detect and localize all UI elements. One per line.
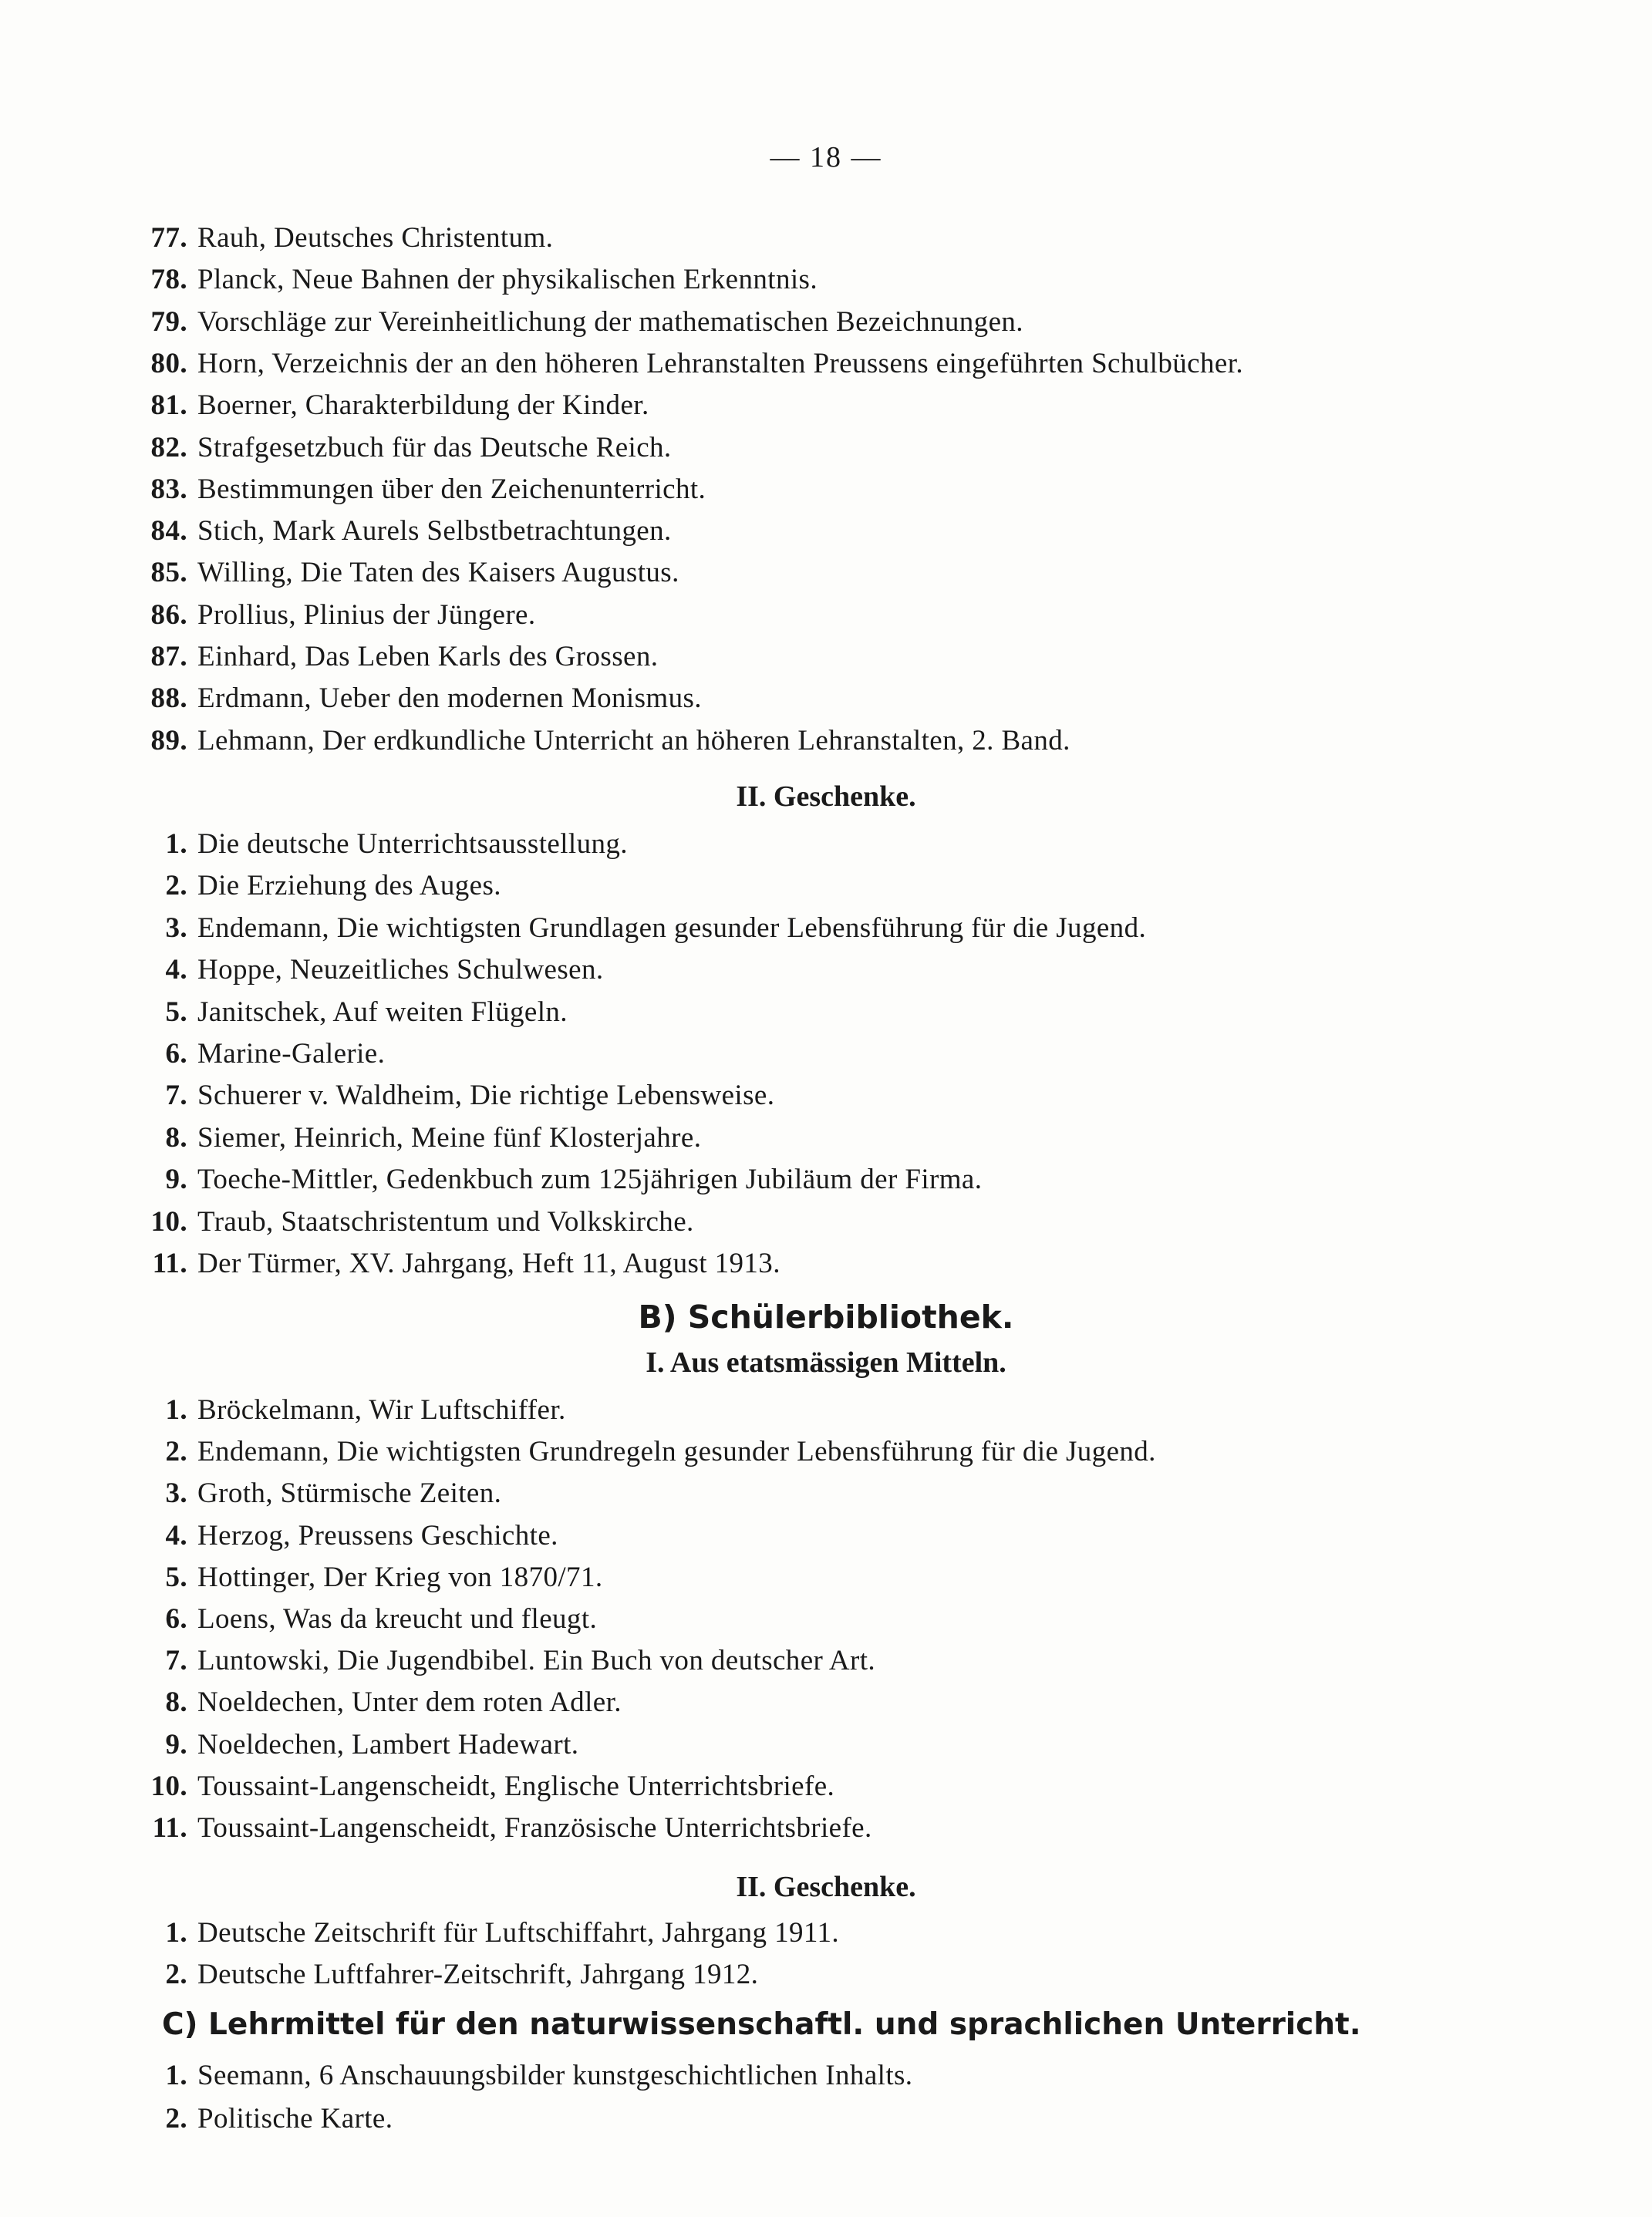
item-number: 6. — [165, 1038, 187, 1070]
item-text: Toussaint-Langenscheidt, Französische Unterrichtsbriefe. — [197, 1812, 872, 1844]
item-text: Hoppe, Neuzeitliches Schulwesen. — [197, 954, 604, 986]
item-number: 7. — [165, 1080, 187, 1112]
section-b-heading: B) Schülerbibliothek. — [638, 1299, 1014, 1336]
item-number: 11. — [152, 1812, 187, 1844]
item-text: Bestimmungen über den Zeichenunterricht. — [197, 473, 706, 505]
item-number: 3. — [165, 911, 187, 944]
item-number: 1. — [165, 1394, 187, 1426]
item-text: Schuerer v. Waldheim, Die richtige Lebensweise. — [197, 1080, 775, 1112]
item-text: Endemann, Die wichtigsten Grundregeln gesunder Lebensführung für die Jugend. — [197, 1436, 1156, 1468]
item-number: 2. — [165, 1959, 187, 1990]
item-number: 85. — [150, 557, 187, 589]
item-text: Die Erziehung des Auges. — [197, 870, 501, 902]
item-number: 2. — [165, 870, 187, 902]
item-text: Die deutsche Unterrichtsausstellung. — [197, 828, 628, 860]
item-number: 7. — [165, 1645, 187, 1677]
item-number: 8. — [165, 1121, 187, 1154]
item-text: Luntowski, Die Jugendbibel. Ein Buch von deutscher Art. — [197, 1645, 876, 1677]
item-number: 9. — [165, 1164, 187, 1196]
item-text: Janitschek, Auf weiten Flügeln. — [197, 996, 568, 1028]
item-number: 10. — [150, 1205, 187, 1238]
item-text: Rauh, Deutsches Christentum. — [197, 222, 554, 254]
item-number: 82. — [150, 431, 187, 463]
item-number: 8. — [165, 1686, 187, 1719]
item-text: Groth, Stürmische Zeiten. — [197, 1477, 502, 1510]
item-number: 4. — [165, 954, 187, 986]
item-text: Prollius, Plinius der Jüngere. — [197, 598, 536, 631]
item-text: Loens, Was da kreucht und fleugt. — [197, 1603, 598, 1635]
item-number: 6. — [165, 1603, 187, 1635]
item-text: Politische Karte. — [197, 2103, 393, 2134]
item-number: 2. — [165, 1436, 187, 1468]
item-text: Lehmann, Der erdkundliche Unterricht an höheren Lehranstalten, 2. Band. — [197, 724, 1070, 756]
item-text: Bröckelmann, Wir Luftschiffer. — [197, 1394, 566, 1426]
item-number: 83. — [150, 473, 187, 505]
gifts-heading-b: II. Geschenke. — [736, 1871, 916, 1903]
item-number: 3. — [165, 1477, 187, 1510]
item-text: Deutsche Luftfahrer-Zeitschrift, Jahrgang 1912. — [197, 1959, 759, 1990]
item-number: 89. — [150, 724, 187, 756]
item-text: Stich, Mark Aurels Selbstbetrachtungen. — [197, 515, 672, 548]
item-text: Traub, Staatschristentum und Volkskirche. — [197, 1205, 694, 1238]
item-number: 1. — [165, 1917, 187, 1949]
item-text: Willing, Die Taten des Kaisers Augustus. — [197, 557, 679, 589]
item-text: Vorschläge zur Vereinheitlichung der mathematischen Bezeichnungen. — [197, 305, 1023, 338]
item-number: 2. — [165, 2103, 187, 2134]
item-text: Herzog, Preussens Geschichte. — [197, 1519, 558, 1552]
item-number: 87. — [150, 641, 187, 672]
item-text: Erdmann, Ueber den modernen Monismus. — [197, 682, 702, 715]
item-text: Horn, Verzeichnis der an den höheren Lehranstalten Preussens eingeführten Schulbücher. — [197, 347, 1244, 379]
item-number: 78. — [150, 264, 187, 296]
item-text: Deutsche Zeitschrift für Luftschiffahrt, Jahrgang 1911. — [197, 1917, 839, 1949]
item-text: Der Türmer, XV. Jahrgang, Heft 11, August 1913. — [197, 1248, 780, 1279]
item-text: Endemann, Die wichtigsten Grundlagen gesunder Lebensführung für die Jugend. — [197, 911, 1147, 944]
item-text: Siemer, Heinrich, Meine fünf Klosterjahre. — [197, 1121, 702, 1154]
item-number: 5. — [165, 996, 187, 1028]
item-number: 10. — [150, 1770, 187, 1802]
item-number: 79. — [150, 305, 187, 338]
item-text: Strafgesetzbuch für das Deutsche Reich. — [197, 431, 672, 463]
funds-heading-b: I. Aus etatsmässigen Mitteln. — [646, 1346, 1006, 1379]
item-number: 5. — [165, 1561, 187, 1593]
item-number: 86. — [150, 598, 187, 631]
item-number: 1. — [165, 828, 187, 860]
item-text: Planck, Neue Bahnen der physikalischen Erkenntnis. — [197, 264, 818, 296]
item-text: Toeche-Mittler, Gedenkbuch zum 125jährigen Jubiläum der Firma. — [197, 1164, 983, 1196]
item-text: Noeldechen, Unter dem roten Adler. — [197, 1686, 622, 1719]
item-text: Noeldechen, Lambert Hadewart. — [197, 1728, 579, 1760]
item-number: 9. — [165, 1728, 187, 1760]
item-number: 77. — [150, 222, 187, 254]
item-text: Hottinger, Der Krieg von 1870/71. — [197, 1561, 603, 1593]
item-number: 11. — [152, 1248, 187, 1279]
item-text: Boerner, Charakterbildung der Kinder. — [197, 389, 649, 422]
item-text: Einhard, Das Leben Karls des Grossen. — [197, 641, 659, 672]
item-text: Marine-Galerie. — [197, 1038, 386, 1070]
item-text: Toussaint-Langenscheidt, Englische Unterrichtsbriefe. — [197, 1770, 835, 1802]
item-number: 84. — [150, 515, 187, 548]
item-number: 4. — [165, 1519, 187, 1552]
item-number: 1. — [165, 2060, 187, 2091]
page-number: — 18 — — [770, 141, 882, 174]
section-c-heading: C) Lehrmittel für den naturwissenschaftl. und sprachlichen Unterricht. — [162, 2007, 1361, 2042]
item-number: 81. — [150, 389, 187, 422]
item-text: Seemann, 6 Anschauungsbilder kunstgeschichtlichen Inhalts. — [197, 2060, 913, 2091]
item-number: 80. — [150, 347, 187, 379]
item-number: 88. — [150, 682, 187, 715]
gifts-heading-a: II. Geschenke. — [736, 780, 916, 813]
